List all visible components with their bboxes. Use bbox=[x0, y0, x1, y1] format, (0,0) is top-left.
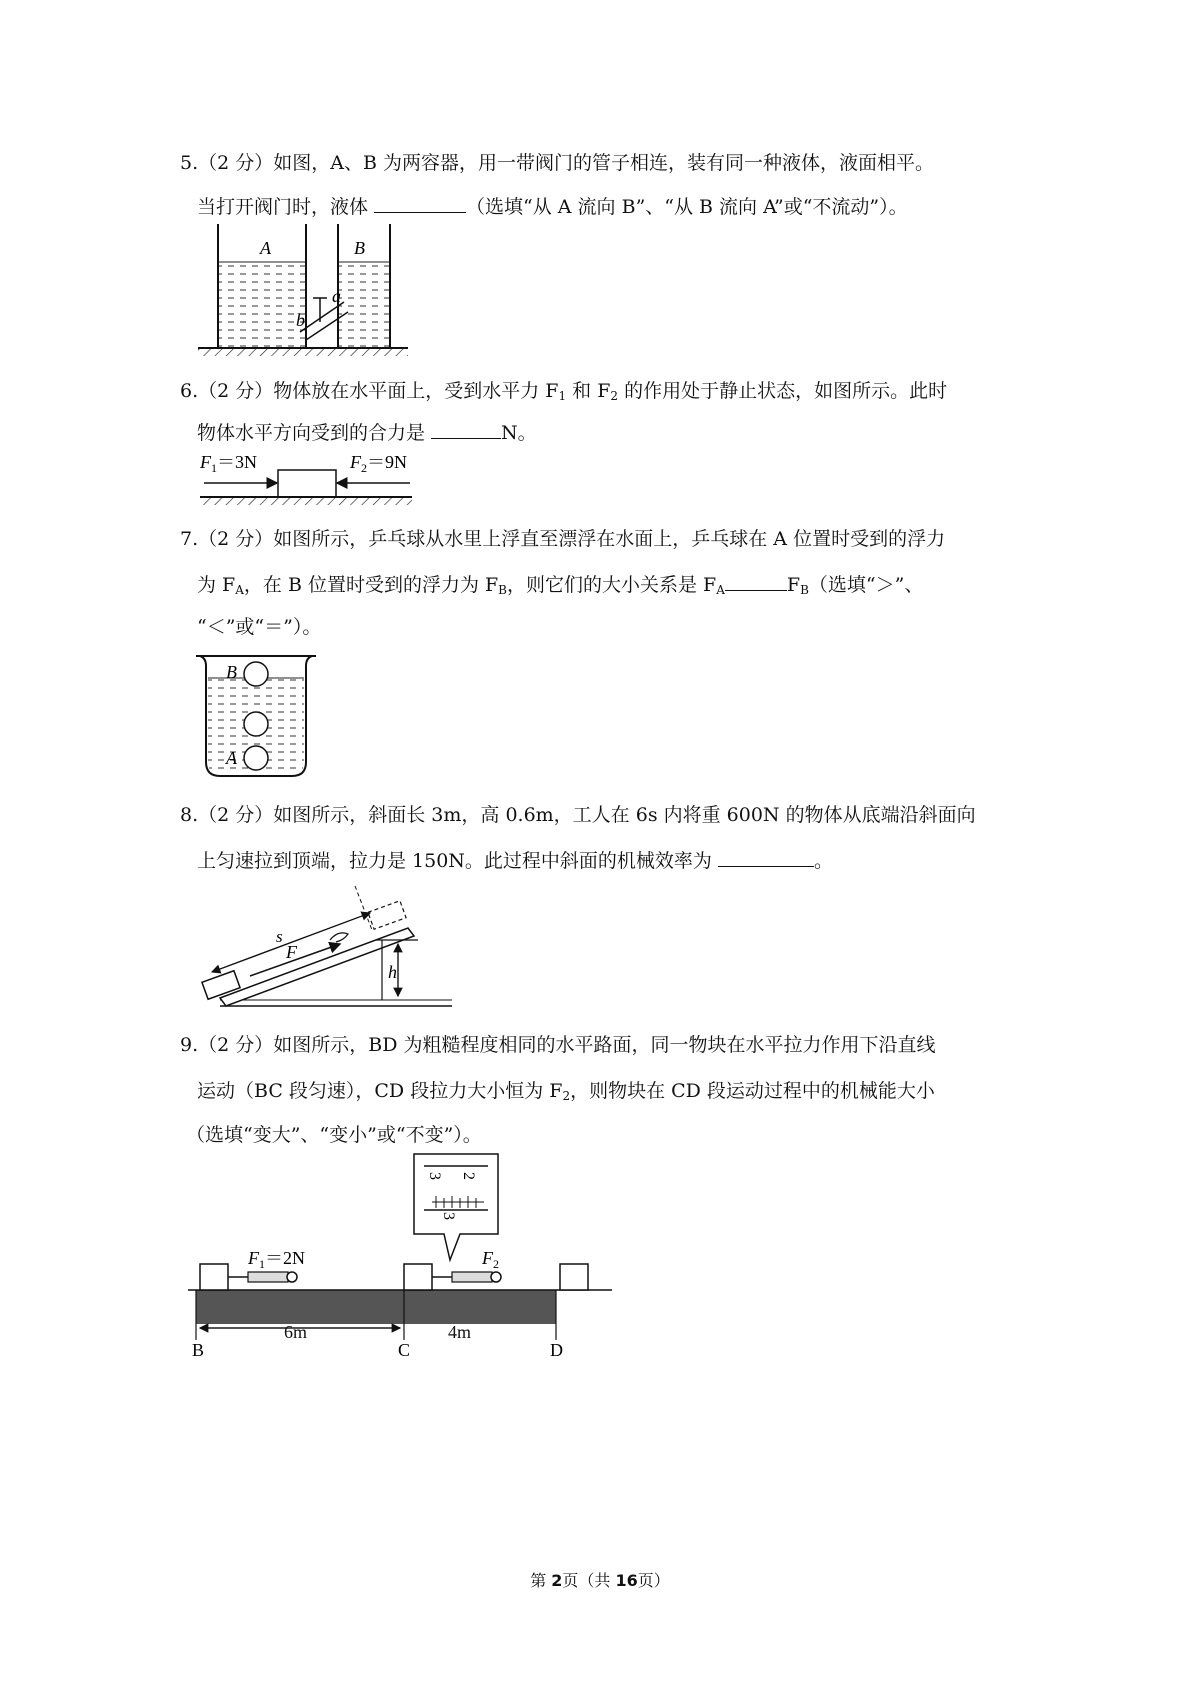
point-c: C bbox=[398, 1340, 411, 1360]
question-text: （2 分）如图，A、B 为两容器，用一带阀门的管子相连，装有同一种液体，液面相平。 bbox=[198, 152, 934, 174]
label-b: B bbox=[354, 238, 365, 258]
point-b: B bbox=[192, 1340, 205, 1360]
label-a: A bbox=[226, 748, 237, 768]
answer-blank[interactable] bbox=[725, 570, 787, 591]
answer-blank[interactable] bbox=[374, 192, 466, 213]
block-b bbox=[200, 1264, 228, 1290]
scale-number: 3 bbox=[440, 1212, 457, 1220]
question-text: （选填“从 A 流向 B”、“从 B 流向 A”或“不流动”）。 bbox=[466, 196, 908, 218]
block-c bbox=[404, 1264, 432, 1290]
hand-icon bbox=[330, 933, 348, 942]
liquid-b bbox=[338, 262, 390, 348]
label-b: B bbox=[226, 662, 237, 682]
question-number: 7. bbox=[180, 528, 199, 550]
valve-label-b: b bbox=[296, 310, 305, 330]
ball-middle bbox=[244, 712, 268, 736]
road-surface bbox=[196, 1290, 556, 1324]
svg-text:F1＝2N: $F_1=2N$ bbox=[248, 1248, 305, 1271]
beaker-figure bbox=[192, 652, 322, 780]
label-a: A bbox=[260, 238, 271, 258]
page-footer: 第 2页（共 16页） bbox=[530, 1571, 670, 1590]
question-text: （2 分）如图所示，斜面长 3m，高 0.6m，工人在 6s 内将重 600N 的物体从底端沿斜面向 bbox=[198, 804, 976, 826]
forces-figure bbox=[190, 450, 420, 510]
question-text: （2 分）物体放在水平面上，受到水平力 F bbox=[198, 380, 559, 402]
question-text: 上匀速拉到顶端，拉力是 150N。此过程中斜面的机械效率为 bbox=[197, 850, 718, 872]
point-d: D bbox=[550, 1340, 563, 1360]
block-d bbox=[560, 1264, 588, 1290]
block-top bbox=[368, 901, 406, 930]
distance-bc: 6m bbox=[284, 1322, 308, 1342]
connected-containers-figure bbox=[190, 222, 420, 357]
answer-blank[interactable] bbox=[431, 418, 501, 439]
question-number: 6. bbox=[180, 380, 199, 402]
question-number: 8. bbox=[180, 804, 199, 826]
scale-number: 3 bbox=[426, 1172, 443, 1180]
object-block bbox=[278, 470, 336, 497]
road-figure bbox=[188, 1150, 618, 1360]
ball-a bbox=[244, 746, 268, 770]
answer-blank[interactable] bbox=[718, 846, 814, 867]
spring-scale-1 bbox=[248, 1272, 288, 1282]
label-s: s bbox=[276, 927, 283, 946]
incline-figure bbox=[190, 880, 460, 1012]
ball-b bbox=[244, 662, 268, 686]
svg-text:F2＝9N: $F_2=9N$ bbox=[350, 452, 407, 475]
label-h: h bbox=[388, 962, 397, 982]
question-number: 9. bbox=[180, 1034, 199, 1056]
svg-text:F2: $F_2$ bbox=[482, 1248, 499, 1271]
question-number: 5. bbox=[180, 152, 199, 174]
question-text: （2 分）如图所示，BD 为粗糙程度相同的水平路面，同一物块在水平拉力作用下沿直线 bbox=[198, 1034, 936, 1056]
question-text: 物体水平方向受到的合力是 bbox=[197, 422, 432, 444]
valve-label-a: a bbox=[332, 286, 341, 306]
page-number: 2 bbox=[551, 1571, 563, 1590]
distance-cd: 4m bbox=[448, 1322, 472, 1342]
liquid-a bbox=[218, 262, 306, 348]
total-pages: 16 bbox=[615, 1571, 638, 1590]
spring-scale-callout bbox=[414, 1154, 498, 1260]
spring-scale-2 bbox=[452, 1272, 492, 1282]
label-f: F bbox=[286, 942, 297, 962]
scale-number: 2 bbox=[460, 1172, 477, 1180]
question-text: 当打开阀门时，液体 bbox=[197, 196, 375, 218]
svg-text:F1＝3N: $F_1=3N$ bbox=[200, 452, 257, 475]
question-text: （2 分）如图所示，乒乓球从水里上浮直至漂浮在水面上，乒乓球在 A 位置时受到的浮力 bbox=[198, 528, 946, 550]
